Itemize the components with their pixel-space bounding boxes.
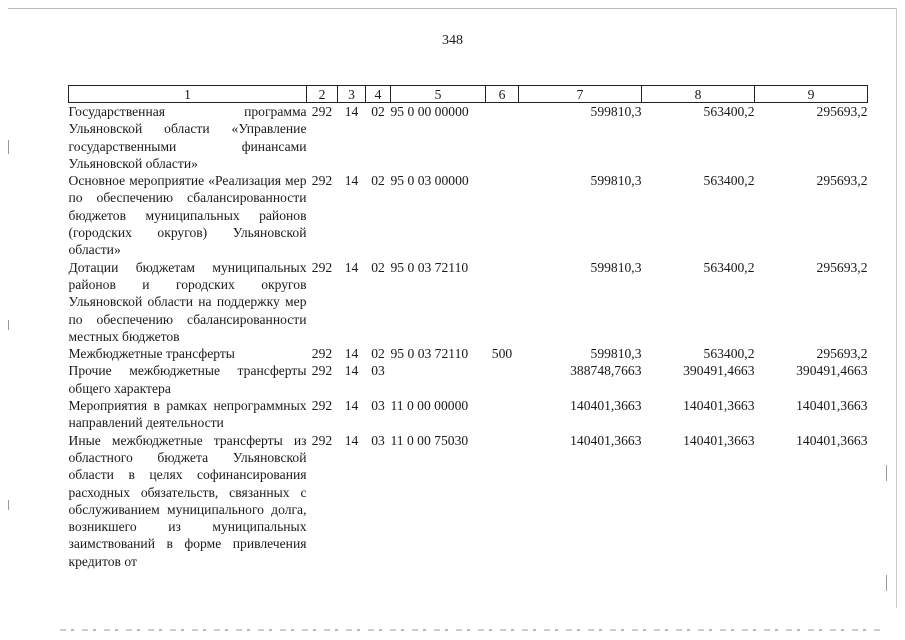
cell-target: 95 0 03 72110 xyxy=(390,346,469,362)
cell-code: 292 xyxy=(311,346,333,362)
cell-amount-7: 599810,3 xyxy=(590,259,642,275)
cell-code: 292 xyxy=(311,259,333,275)
table-row xyxy=(69,362,868,397)
cell-amount-8: 563400,2 xyxy=(703,173,755,189)
margin-mark xyxy=(886,575,887,591)
margin-mark xyxy=(8,320,9,330)
row-name: Прочие межбюджетные трансферты общего характера xyxy=(68,363,307,396)
page-number: 348 xyxy=(442,33,463,48)
cell-amount-7: 140401,3663 xyxy=(570,398,642,414)
cell-amount-9: 140401,3663 xyxy=(796,432,868,448)
cell-code: 292 xyxy=(311,398,333,414)
cell-subsection: 02 xyxy=(371,104,385,119)
cell-section: 14 xyxy=(344,173,359,189)
cell-code: 292 xyxy=(311,173,333,189)
table-row xyxy=(69,259,868,345)
cell-subsection: 02 xyxy=(371,173,385,189)
cell-target: 95 0 03 00000 xyxy=(390,173,469,189)
cell-amount-8: 140401,3663 xyxy=(683,432,755,448)
cell-type xyxy=(486,397,519,432)
cell-subsection: 02 xyxy=(371,346,385,362)
cell-target: 11 0 00 75030 xyxy=(390,432,469,448)
cell-section: 14 xyxy=(344,398,359,414)
row-name: Мероприятия в рамках непрограммных направлений деятельности xyxy=(68,398,307,431)
cell-code: 292 xyxy=(311,363,333,379)
column-header: 4 xyxy=(366,86,391,103)
cell-target: 95 0 03 72110 xyxy=(390,259,469,275)
cell-amount-8: 140401,3663 xyxy=(683,398,755,414)
column-header: 2 xyxy=(307,86,338,103)
cell-code: 292 xyxy=(311,432,333,448)
row-name: Дотации бюджетам муниципальных районов и городских округов Ульяновской области на поддержку мер по обеспечению сбалансированности местных бюджетов xyxy=(68,259,307,344)
cell-section: 14 xyxy=(344,363,359,379)
row-name: Межбюджетные трансферты xyxy=(68,346,235,362)
cell-amount-9: 390491,4663 xyxy=(796,363,868,379)
cell-target: 95 0 00 00000 xyxy=(390,104,469,119)
column-header: 9 xyxy=(755,86,868,103)
page-edge-right xyxy=(896,8,897,608)
cell-amount-9: 295693,2 xyxy=(816,346,868,362)
column-header: 7 xyxy=(519,86,642,103)
cell-type xyxy=(486,362,519,397)
cell-amount-8: 390491,4663 xyxy=(683,363,755,379)
cell-amount-7: 388748,7663 xyxy=(570,363,642,379)
cell-type: 500 xyxy=(491,346,513,362)
cell-type xyxy=(486,432,519,570)
row-name: Государственная программа Ульяновской области «Управление государственными финансами Ульяновской области» xyxy=(68,104,307,171)
table-row xyxy=(69,432,868,570)
cell-section: 14 xyxy=(344,104,359,119)
cell-subsection: 03 xyxy=(371,398,385,414)
cell-amount-9: 295693,2 xyxy=(816,259,868,275)
cell-target xyxy=(391,362,486,397)
row-name: Иные межбюджетные трансферты из областного бюджета Ульяновской области в целях софинансирования расходных обязательств, связанных с обслуживанием муниципального долга, возникшего из муниципальных заимствований в форме привлечения кредитов от xyxy=(68,432,307,569)
cell-amount-8: 563400,2 xyxy=(703,346,755,362)
margin-mark xyxy=(8,140,9,154)
cell-amount-7: 140401,3663 xyxy=(570,432,642,448)
table-header-row xyxy=(69,86,868,103)
column-header: 6 xyxy=(486,86,519,103)
cell-amount-7: 599810,3 xyxy=(590,173,642,189)
cell-section: 14 xyxy=(344,259,359,275)
budget-table xyxy=(68,85,868,570)
column-header: 5 xyxy=(391,86,486,103)
cell-type xyxy=(486,172,519,258)
column-header: 3 xyxy=(338,86,366,103)
page-edge-top xyxy=(8,8,897,9)
margin-mark xyxy=(8,500,9,510)
table-row xyxy=(69,345,868,362)
cell-section: 14 xyxy=(344,432,359,448)
cell-type xyxy=(486,259,519,345)
column-header: 1 xyxy=(69,86,307,103)
cell-target: 11 0 00 00000 xyxy=(390,398,469,414)
table-row xyxy=(69,103,868,173)
cell-amount-9: 295693,2 xyxy=(816,104,868,119)
cell-type xyxy=(486,103,519,173)
cell-amount-9: 140401,3663 xyxy=(796,398,868,414)
cell-amount-7: 599810,3 xyxy=(590,104,642,119)
cell-section: 14 xyxy=(344,346,359,362)
cell-amount-8: 563400,2 xyxy=(703,104,755,119)
cell-subsection: 03 xyxy=(371,363,385,379)
cell-amount-9: 295693,2 xyxy=(816,173,868,189)
cell-amount-7: 599810,3 xyxy=(590,346,642,362)
cell-code: 292 xyxy=(311,104,333,119)
table-row xyxy=(69,397,868,432)
cell-subsection: 03 xyxy=(371,432,385,448)
scan-noise xyxy=(60,629,880,631)
cell-amount-8: 563400,2 xyxy=(703,259,755,275)
column-header: 8 xyxy=(642,86,755,103)
cell-subsection: 02 xyxy=(371,259,385,275)
table-row xyxy=(69,172,868,258)
row-name: Основное мероприятие «Реализация мер по обеспечению сбалансированности бюджетов муниципальных районов (городских округов) Ульяновской области» xyxy=(68,173,307,258)
margin-mark xyxy=(886,465,887,481)
